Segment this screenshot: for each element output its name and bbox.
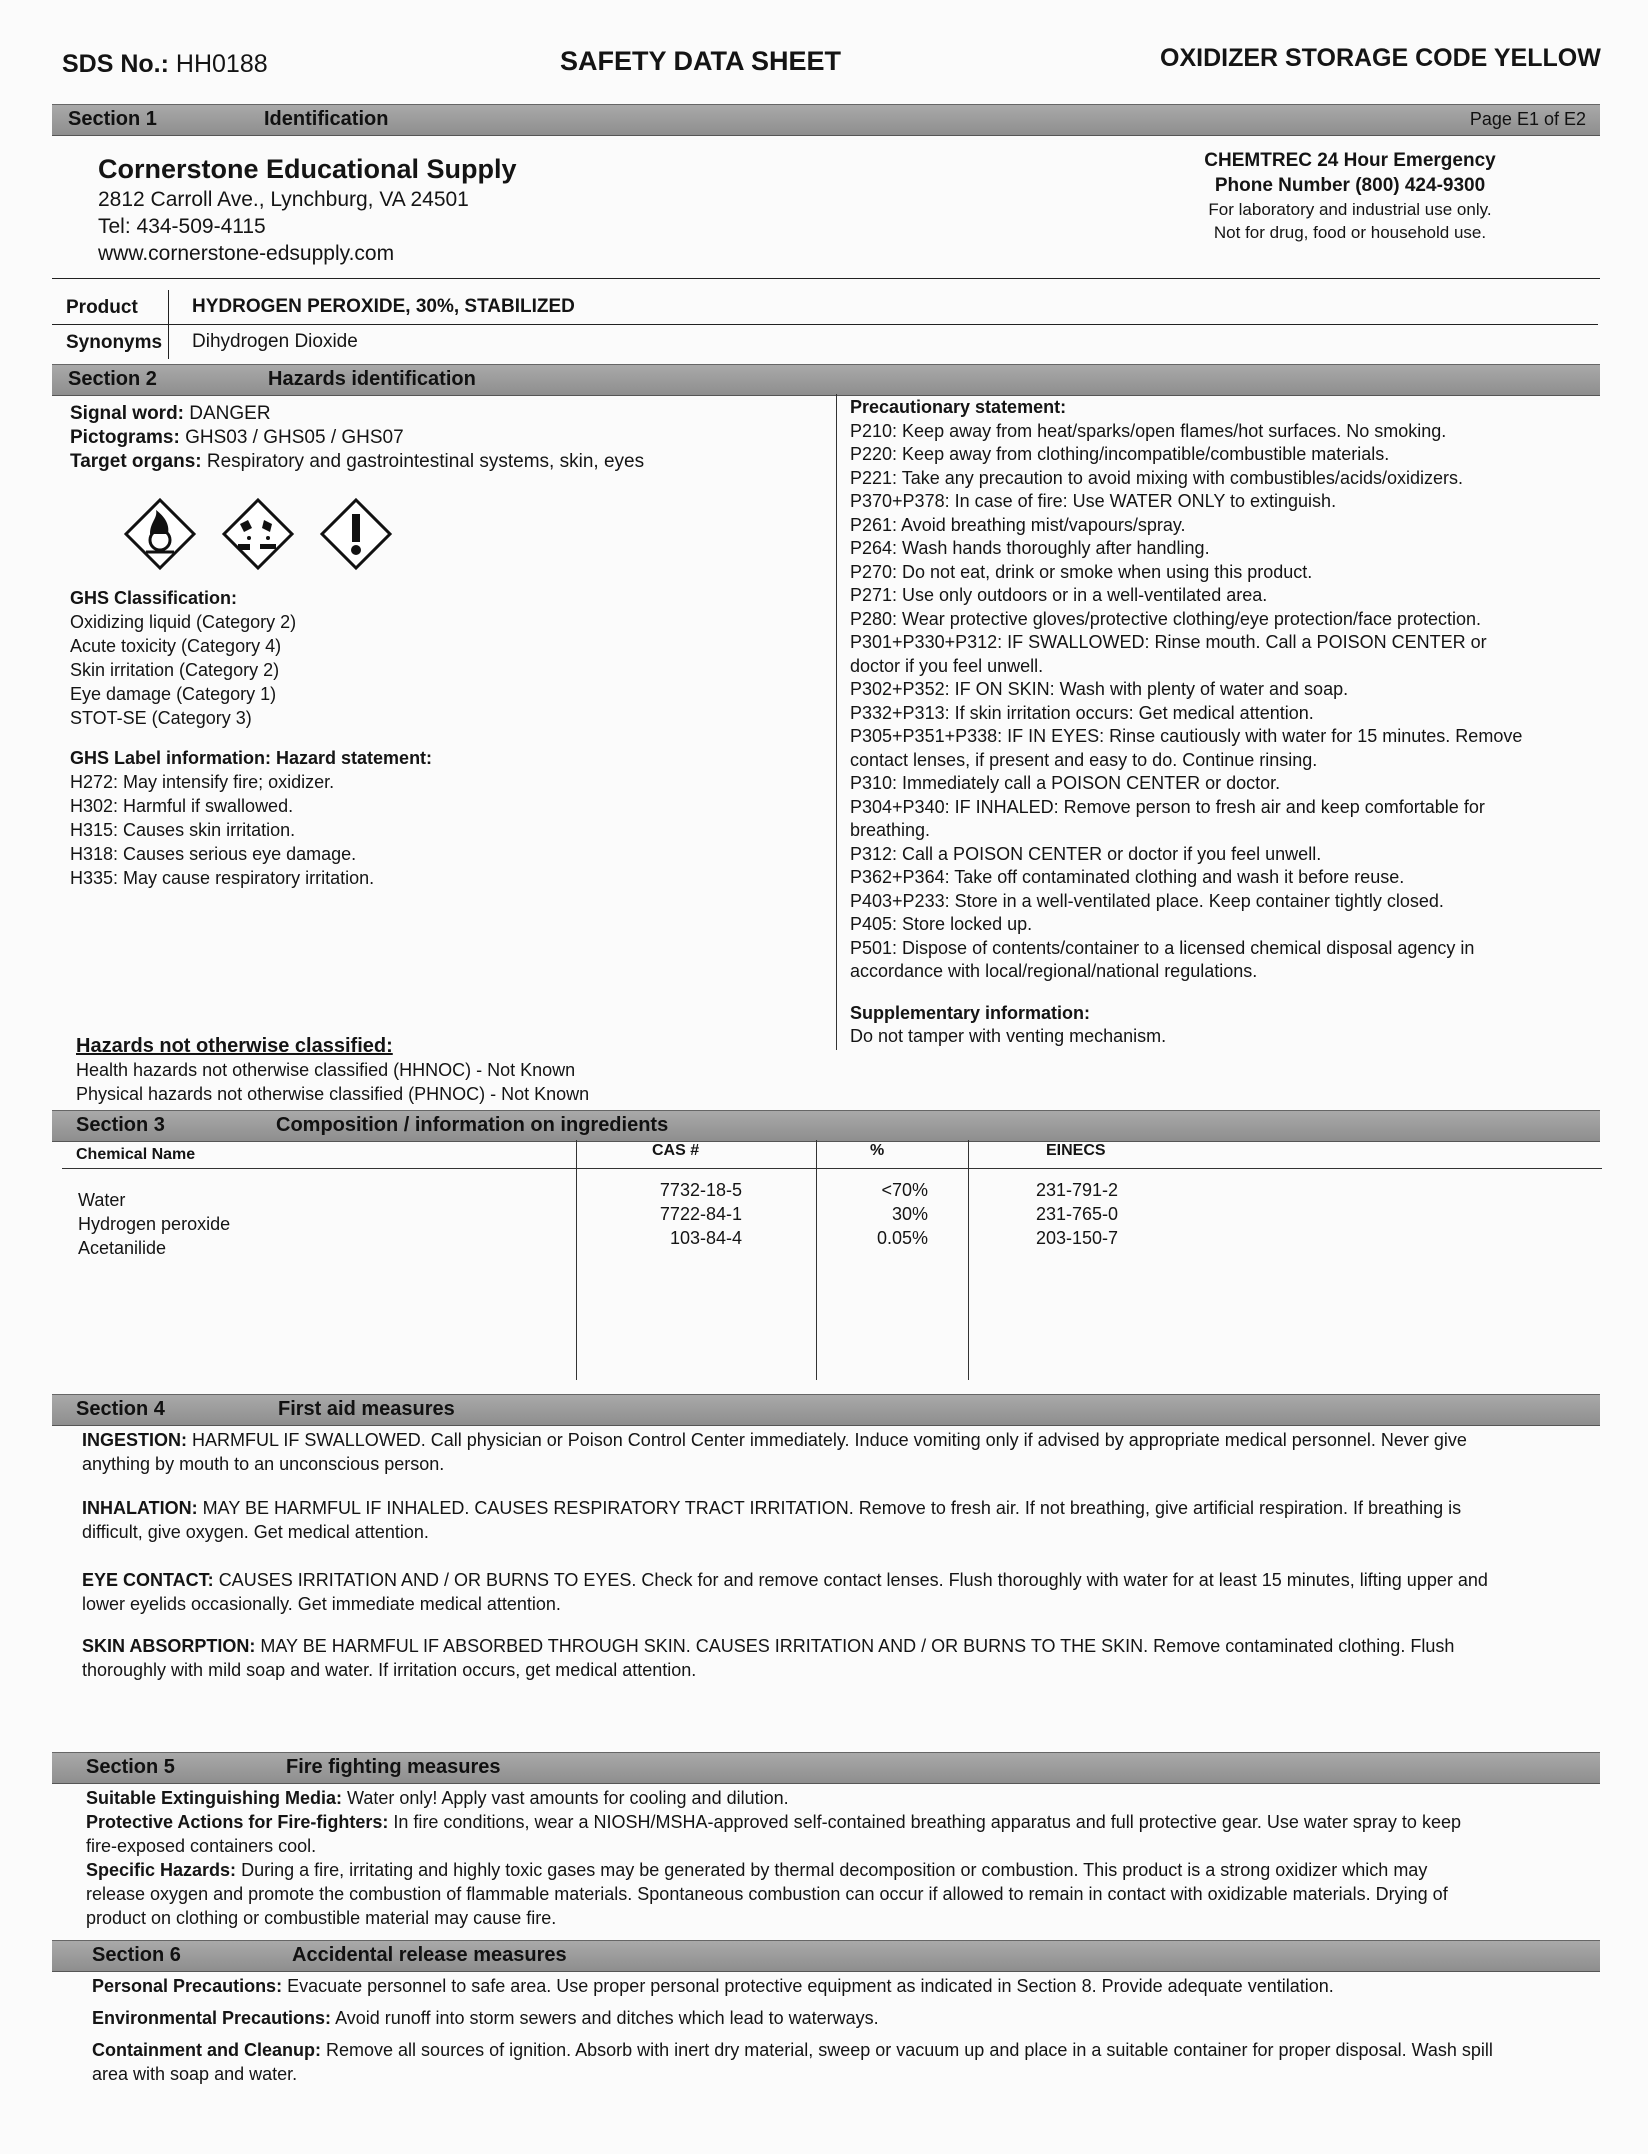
storage-code: OXIDIZER STORAGE CODE YELLOW bbox=[1160, 44, 1601, 72]
company-phone: Tel: 434-509-4115 bbox=[98, 215, 266, 238]
signal-word: DANGER bbox=[189, 403, 271, 424]
precautionary-statements: Precautionary statement: P210: Keep away from heat/sparks/open flames/hot surfaces. No smoking. P220: Keep away from clothing/incompatible/combustible materials. P221: Take any precaution to avoid mixing with combustibles/acids/oxidizers. P370+P378: In case of fire: Use WATER ONLY to extinguish. P261: Avoid breathing mist/vapours/spray. P264: Wash hands thoroughly after handling. P270: Do not eat, drink or smoke when using this product. P271: Use only outdoors or in a well-ventilated area. P280: Wear protective gloves/protective clothing/eye protection/face protection. P301+P330+P312: IF SWALLOWED: Rinse mouth. Call a POISON CENTER or doctor if you feel unwell. P302+P352: IF ON SKIN: Wash with plenty of water and soap. P332+P313: If skin irritation occurs: Get medical attention. P305+P351+P338: IF IN EYES: Rinse cautiously with water for 15 minutes. Remove contact lenses, if present and easy to do. Continue rinsing. P310: Immediately call a POISON CENTER or doctor. P304+P340: IF INHALED: Remove person to fresh air and keep comfortable for breathing. P312: Call a POISON CENTER or doctor if you feel unwell. P362+P364: Take off contaminated clothing and wash it before reuse. P403+P233: Store in a well-ventilated place. Keep container tightly closed. P405: Store locked up. P501: Dispose of contents/container to a licensed chemical disposal agency in accordance with local/regional/national regulations. Supplementary information: Do not tamper with venting mechanism. bbox=[850, 397, 1523, 1046]
hazard-summary: Signal word: DANGER Pictograms: GHS03 / GHS05 / GHS07 Target organs: Respiratory and gastrointestinal systems, skin, eyes bbox=[70, 403, 645, 472]
company-block bbox=[98, 152, 517, 267]
synonyms-row: Synonyms Dihydrogen Dioxide bbox=[52, 325, 1598, 359]
document-title: SAFETY DATA SHEET bbox=[560, 46, 842, 76]
hazard-statements: GHS Label information: Hazard statement: H272: May intensify fire; oxidizer. H302: Harmful if swallowed. H315: Causes skin irritation. H318: Causes serious eye damage. H335: May cause respiratory irritation. bbox=[70, 748, 433, 888]
company-address: 2812 Carroll Ave., Lynchburg, VA 24501 bbox=[98, 188, 469, 211]
section-4-header: Section 4 First aid measures bbox=[52, 1394, 1600, 1426]
section-3-header: Section 3 Composition / information on ingredients bbox=[52, 1110, 1600, 1142]
product-name: HYDROGEN PEROXIDE, 30%, STABILIZED bbox=[192, 296, 575, 317]
table-row: Acetanilide bbox=[78, 1238, 167, 1258]
company-website: www.cornerstone-edsupply.com bbox=[98, 242, 395, 265]
first-aid-inhalation: INHALATION: MAY BE HARMFUL IF INHALED. CAUSES RESPIRATORY TRACT IRRITATION. Remove to fresh air. If not breathing, give artificial respiration. If breathing is difficult, give oxygen. Get medical attention. bbox=[82, 1498, 1462, 1542]
synonyms-value: Dihydrogen Dioxide bbox=[192, 331, 358, 352]
flame-over-circle-icon bbox=[126, 500, 194, 568]
col-percent: % bbox=[870, 1142, 885, 1159]
col-cas: CAS # bbox=[652, 1142, 700, 1159]
table-row: Water bbox=[78, 1190, 126, 1210]
sds-number: SDS No.: HH0188 bbox=[62, 50, 268, 78]
column-divider bbox=[836, 394, 837, 1050]
first-aid-ingestion: INGESTION: HARMFUL IF SWALLOWED. Call physician or Poison Control Center immediately. Induce vomiting only if advised by appropriate medical personnel. Never give anything by mouth to an unconscious person. bbox=[82, 1430, 1467, 1474]
company-name: Cornerstone Educational Supply bbox=[98, 154, 517, 184]
chemtrec-block: CHEMTREC 24 Hour Emergency Phone Number (800) 424-9300 For laboratory and industrial use only. Not for drug, food or household use. bbox=[1204, 150, 1496, 242]
col-chemical-name: Chemical Name bbox=[76, 1146, 196, 1163]
exclamation-mark-icon bbox=[322, 500, 390, 568]
percentages: <70% 30% 0.05% bbox=[876, 1180, 928, 1248]
ghs-classification: GHS Classification: Oxidizing liquid (Category 2) Acute toxicity (Category 4) Skin irritation (Category 2) Eye damage (Category 1) STOT-SE (Category 3) bbox=[70, 588, 297, 728]
accidental-release-block: Personal Precautions: Evacuate personnel to safe area. Use proper personal protective equipment as indicated in Section 8. Provide adequate ventilation. Environmental Precautions: Avoid runoff into storm sewers and ditches which lead to waterways. Containment and Cleanup: Remove all sources of ignition. Absorb with inert dry material, sweep or vacuum up and place in a suitable container for proper disposal. Wash spill area with soap and water. bbox=[92, 1976, 1493, 2084]
einecs-numbers: 231-791-2 231-765-0 203-150-7 bbox=[1036, 1180, 1119, 1248]
product-row: Product HYDROGEN PEROXIDE, 30%, STABILIZED bbox=[52, 290, 1598, 325]
fire-fighting-block: Suitable Extinguishing Media: Water only! Apply vast amounts for cooling and dilution. Protective Actions for Fire-fighters: In fire conditions, wear a NIOSH/MSHA-approved self-contained breathing apparatus and full protective gear. Use water spray to keep fire-exposed containers cool. Specific Hazards: During a fire, irritating and highly toxic gases may be generated by thermal decomposition or combustion. This product is a strong oxidizer which may release oxygen and promote the combustion of flammable materials. Spontaneous combustion can occur if allowed to remain in contact with oxidizable materials. Drying of product on clothing or combustible material may cause fire. bbox=[86, 1788, 1461, 1928]
cas-numbers: 7732-18-5 7722-84-1 103-84-4 bbox=[659, 1180, 742, 1248]
composition-table bbox=[62, 1140, 1602, 1380]
section-6-header: Section 6 Accidental release measures bbox=[52, 1940, 1600, 1972]
divider bbox=[52, 278, 1600, 279]
product-table bbox=[52, 290, 1598, 359]
section-1-header: Section 1 Identification Page E1 of E2 bbox=[52, 104, 1600, 136]
page-number: Page E1 of E2 bbox=[1469, 109, 1586, 129]
first-aid-skin: SKIN ABSORPTION: MAY BE HARMFUL IF ABSORBED THROUGH SKIN. CAUSES IRRITATION AND / OR BURNS TO THE SKIN. Remove contaminated clothing. Flush thoroughly with mild soap and water. If irritation occurs, get medical attention. bbox=[82, 1636, 1455, 1680]
chemical-names bbox=[78, 1188, 230, 1260]
section-2-header: Section 2 Hazards identification bbox=[52, 364, 1600, 396]
hnoc-block: Hazards not otherwise classified: Health hazards not otherwise classified (HHNOC) - Not Known Physical hazards not otherwise classified (PHNOC) - Not Known bbox=[76, 1035, 590, 1104]
section-5-header: Section 5 Fire fighting measures bbox=[52, 1752, 1600, 1784]
table-row: Hydrogen peroxide bbox=[78, 1214, 231, 1234]
ghs-pictograms bbox=[120, 494, 420, 594]
corrosion-icon bbox=[224, 500, 292, 568]
first-aid-eye-contact: EYE CONTACT: CAUSES IRRITATION AND / OR BURNS TO EYES. Check for and remove contact lenses. Flush thoroughly with water for at least 15 minutes, lifting upper and lower eyelids occasionally. Get immediate medical attention. bbox=[82, 1570, 1488, 1614]
col-einecs: EINECS bbox=[1046, 1142, 1106, 1159]
